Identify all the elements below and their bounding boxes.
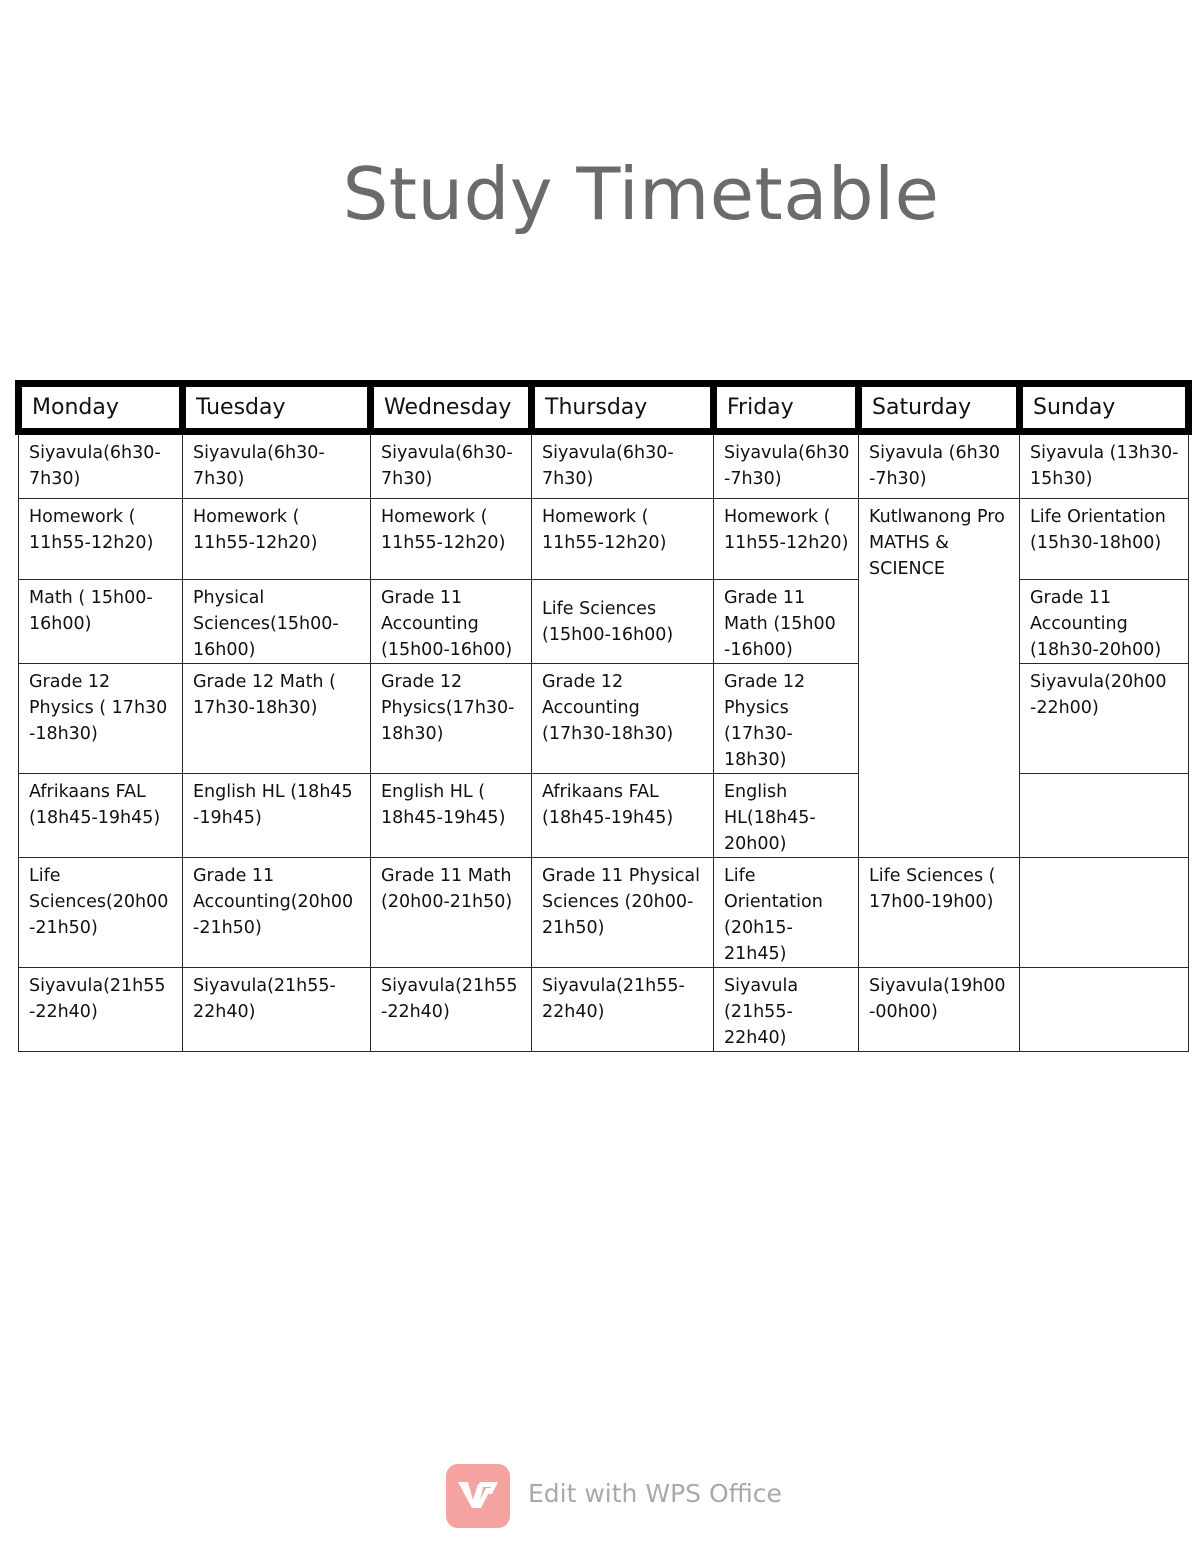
table-cell: Homework ( 11h55-12h20) bbox=[371, 499, 532, 580]
header-thursday: Thursday bbox=[532, 384, 714, 432]
table-cell: Grade 11 Accounting (18h30-20h00) bbox=[1020, 580, 1189, 664]
table-cell: Grade 11 Accounting (15h00-16h00) bbox=[371, 580, 532, 664]
table-cell: Grade 12 Accounting (17h30-18h30) bbox=[532, 664, 714, 774]
table-cell: Siyavula(21h55-22h40) bbox=[183, 968, 371, 1052]
table-cell: Grade 12 Physics ( 17h30 -18h30) bbox=[19, 664, 183, 774]
table-cell: Grade 11 Accounting(20h00 -21h50) bbox=[183, 858, 371, 968]
table-cell: Physical Sciences(15h00-16h00) bbox=[183, 580, 371, 664]
table-cell: Grade 11 Physical Sciences (20h00-21h50) bbox=[532, 858, 714, 968]
table-cell: Afrikaans FAL (18h45-19h45) bbox=[532, 774, 714, 858]
timetable bbox=[15, 380, 1192, 1052]
table-cell: Homework ( 11h55-12h20) bbox=[532, 499, 714, 580]
table-cell: Life Sciences ( 17h00-19h00) bbox=[859, 858, 1020, 968]
table-cell: Grade 12 Math ( 17h30-18h30) bbox=[183, 664, 371, 774]
table-cell: Siyavula(6h30-7h30) bbox=[714, 432, 859, 499]
table-cell: Siyavula (13h30-15h30) bbox=[1020, 432, 1189, 499]
table-cell: Grade 12 Physics(17h30-18h30) bbox=[371, 664, 532, 774]
table-cell: Siyavula(21h55-22h40) bbox=[532, 968, 714, 1052]
table-cell: Life Sciences(20h00 -21h50) bbox=[19, 858, 183, 968]
table-cell: Siyavula (21h55-22h40) bbox=[714, 968, 859, 1052]
table-cell: Siyavula(20h00 -22h00) bbox=[1020, 664, 1189, 774]
table-cell: Siyavula(6h30-7h30) bbox=[183, 432, 371, 499]
table-cell: Siyavula(6h30-7h30) bbox=[371, 432, 532, 499]
table-cell: English HL ( 18h45-19h45) bbox=[371, 774, 532, 858]
table-cell: Grade 12 Physics (17h30-18h30) bbox=[714, 664, 859, 774]
table-cell: Homework ( 11h55-12h20) bbox=[183, 499, 371, 580]
table-cell: Siyavula(21h55 -22h40) bbox=[19, 968, 183, 1052]
table-cell: Afrikaans FAL (18h45-19h45) bbox=[19, 774, 183, 858]
table-cell: Siyavula(21h55 -22h40) bbox=[371, 968, 532, 1052]
header-wednesday: Wednesday bbox=[371, 384, 532, 432]
table-cell-merged: Kutlwanong Pro MATHS & SCIENCE bbox=[859, 499, 1020, 858]
table-cell: Grade 11 Math (15h00 -16h00) bbox=[714, 580, 859, 664]
table-cell: Siyavula(19h00 -00h00) bbox=[859, 968, 1020, 1052]
table-row bbox=[19, 858, 1189, 968]
table-cell: Grade 11 Math (20h00-21h50) bbox=[371, 858, 532, 968]
header-friday: Friday bbox=[714, 384, 859, 432]
wps-logo-icon[interactable] bbox=[446, 1464, 510, 1528]
header-tuesday: Tuesday bbox=[183, 384, 371, 432]
header-monday: Monday bbox=[19, 384, 183, 432]
table-cell: Life Sciences (15h00-16h00) bbox=[532, 580, 714, 664]
table-cell: Siyavula(6h30-7h30) bbox=[19, 432, 183, 499]
table-row bbox=[19, 432, 1189, 499]
header-row bbox=[19, 384, 1189, 432]
header-sunday: Sunday bbox=[1020, 384, 1189, 432]
table-cell: Math ( 15h00-16h00) bbox=[19, 580, 183, 664]
table-cell: Siyavula (6h30 -7h30) bbox=[859, 432, 1020, 499]
table-cell-empty bbox=[1020, 968, 1189, 1052]
table-row bbox=[19, 499, 1189, 580]
table-cell-empty bbox=[1020, 774, 1189, 858]
table-cell: Life Orientation (20h15-21h45) bbox=[714, 858, 859, 968]
header-saturday: Saturday bbox=[859, 384, 1020, 432]
table-cell: English HL (18h45 -19h45) bbox=[183, 774, 371, 858]
table-cell: Life Orientation (15h30-18h00) bbox=[1020, 499, 1189, 580]
table-cell-empty bbox=[1020, 858, 1189, 968]
page-title: Study Timetable bbox=[342, 152, 940, 236]
table-cell: English HL(18h45-20h00) bbox=[714, 774, 859, 858]
edit-with-wps-link[interactable]: Edit with WPS Office bbox=[528, 1479, 782, 1508]
table-cell: Homework ( 11h55-12h20) bbox=[19, 499, 183, 580]
table-row bbox=[19, 968, 1189, 1052]
table-cell: Siyavula(6h30-7h30) bbox=[532, 432, 714, 499]
table-cell: Homework ( 11h55-12h20) bbox=[714, 499, 859, 580]
